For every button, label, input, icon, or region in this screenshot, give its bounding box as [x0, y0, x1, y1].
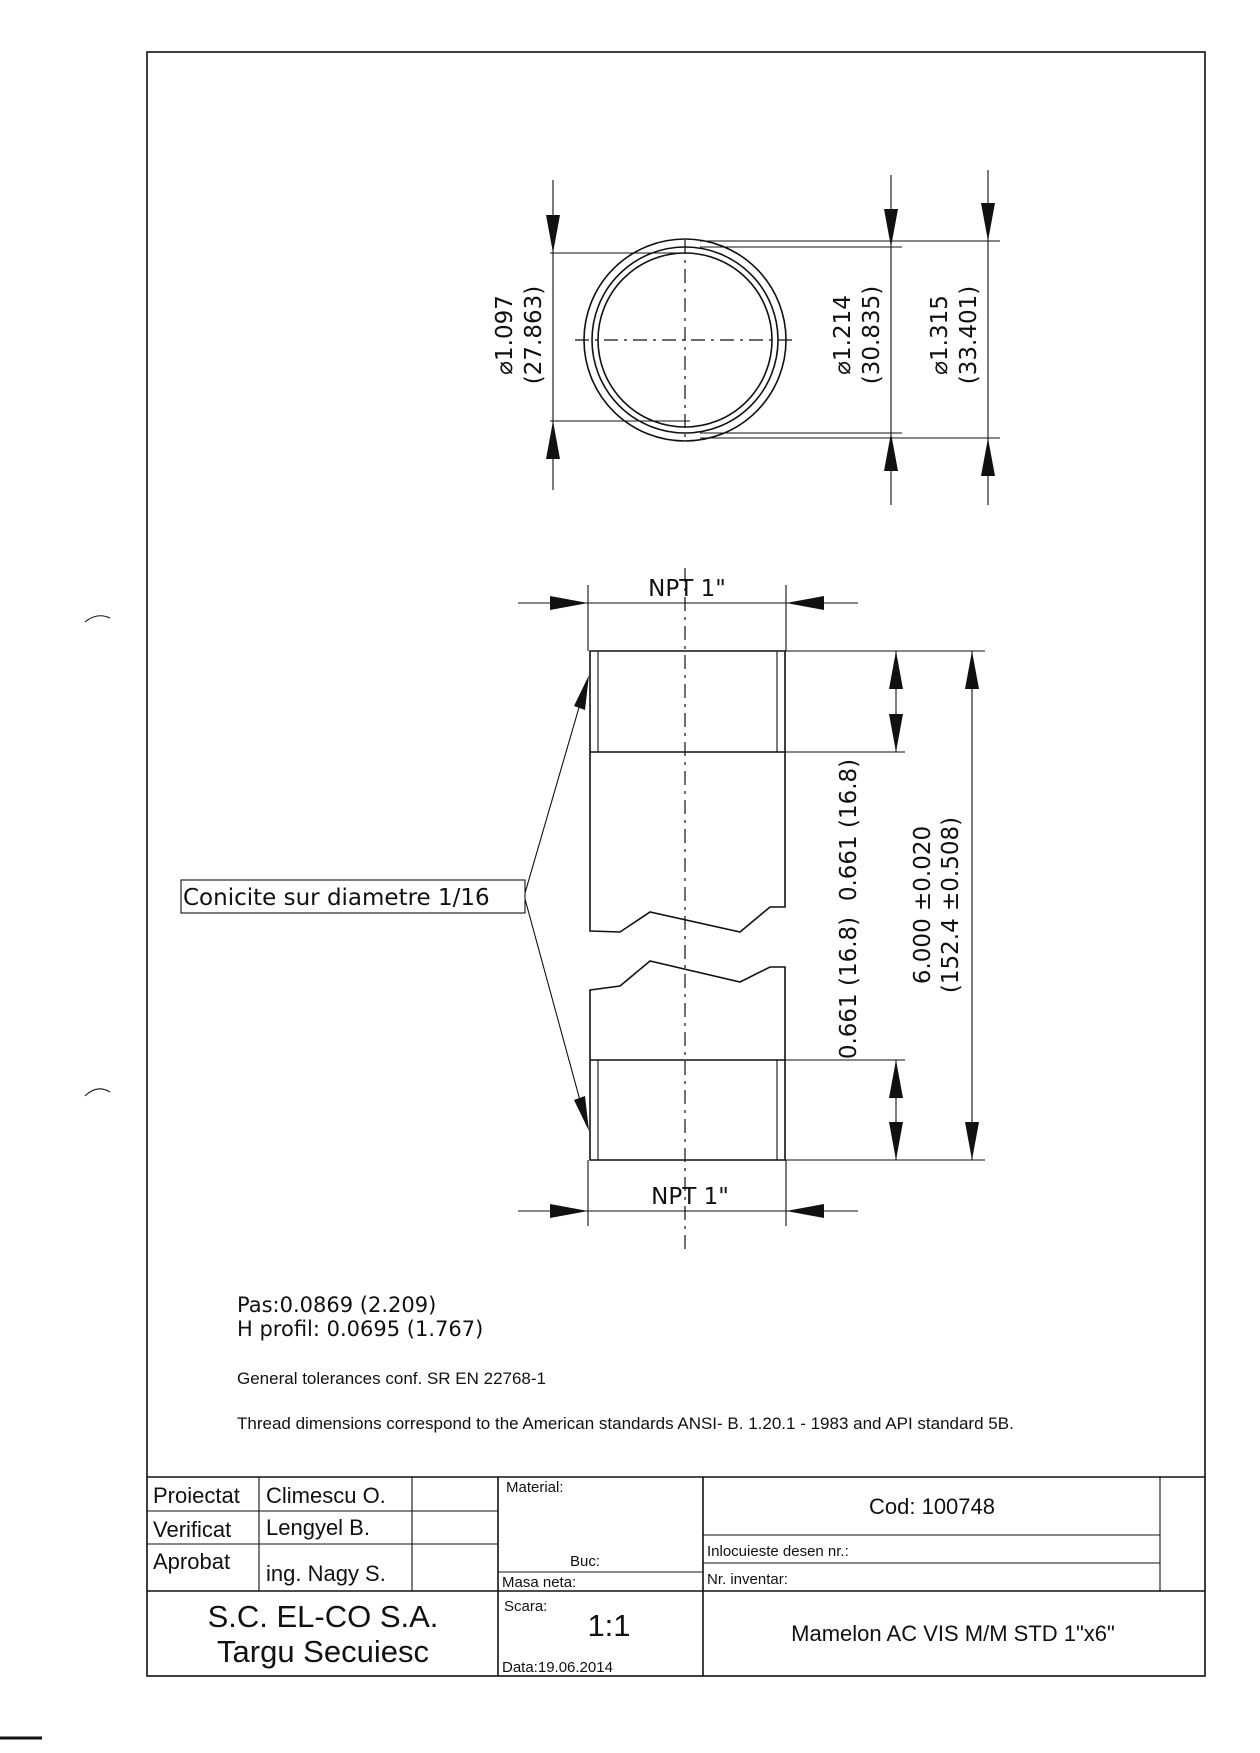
- part-name: Mamelon AC VIS M/M STD 1"x6": [791, 1621, 1115, 1646]
- drawing-date: Data:19.06.2014: [502, 1659, 613, 1676]
- buc-label: Buc:: [570, 1553, 601, 1570]
- dim-outer-diameter-inch: ⌀1.315: [927, 295, 953, 375]
- scan-mark-lower: [85, 1089, 110, 1096]
- profile-note: H profil: 0.0695 (1.767): [237, 1317, 484, 1341]
- overall-length-inch: 6.000 ±0.020: [910, 825, 936, 985]
- name-proiectat: Climescu O.: [266, 1483, 386, 1508]
- overall-length-mm: (152.4 ±0.508): [938, 816, 964, 994]
- thread-length-top: 0.661 (16.8): [836, 758, 862, 902]
- thread-length-bottom: 0.661 (16.8): [836, 916, 862, 1060]
- part-code: Cod: 100748: [869, 1494, 995, 1519]
- pitch-note: Pas:0.0869 (2.209): [237, 1293, 437, 1317]
- scan-mark-upper: [85, 616, 110, 622]
- name-aprobat: ing. Nagy S.: [266, 1561, 386, 1586]
- masa-neta-label: Masa neta:: [502, 1574, 577, 1591]
- tolerances-note: General tolerances conf. SR EN 22768-1: [237, 1369, 547, 1388]
- npt-top-label: NPT 1": [648, 576, 726, 602]
- scale-value: 1:1: [587, 1608, 631, 1643]
- side-view: [181, 568, 985, 1255]
- company-location: Targu Secuiesc: [217, 1634, 429, 1669]
- dim-outer-diameter-mm: (33.401): [956, 285, 982, 385]
- inventar-label: Nr. inventar:: [707, 1571, 788, 1588]
- dim-inner-diameter-inch: ⌀1.097: [492, 295, 518, 375]
- notes: [237, 1293, 1014, 1433]
- dim-inner-diameter-mm: (27.863): [521, 285, 547, 385]
- role-proiectat: Proiectat: [153, 1483, 240, 1508]
- top-view: [492, 170, 1000, 505]
- npt-bottom-label: NPT 1": [651, 1184, 729, 1210]
- scale-label: Scara:: [504, 1598, 548, 1615]
- role-aprobat: Aprobat: [153, 1549, 231, 1574]
- standards-note: Thread dimensions correspond to the American standards ANSI- B. 1.20.1 - 1983 and API standard 5B.: [237, 1414, 1014, 1433]
- taper-note: Conicite sur diametre 1/16: [183, 885, 490, 911]
- dim-thread-diameter-inch: ⌀1.214: [830, 295, 856, 375]
- title-block: [147, 1477, 1205, 1676]
- material-label: Material:: [506, 1479, 564, 1496]
- name-verificat: Lengyel B.: [266, 1515, 370, 1540]
- inlocuieste-label: Inlocuieste desen nr.:: [707, 1543, 849, 1560]
- dim-thread-diameter-mm: (30.835): [859, 285, 885, 385]
- role-verificat: Verificat: [153, 1517, 232, 1542]
- top-section-outline: [590, 651, 785, 932]
- company-name: S.C. EL-CO S.A.: [207, 1599, 439, 1634]
